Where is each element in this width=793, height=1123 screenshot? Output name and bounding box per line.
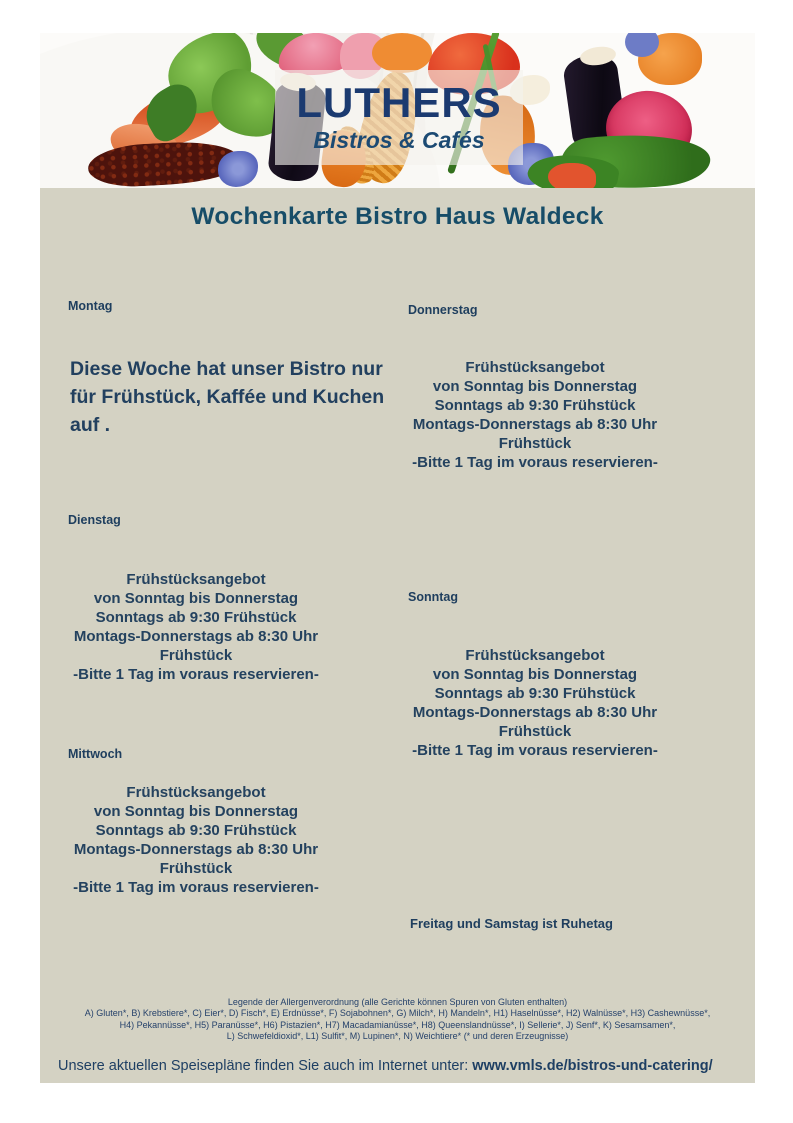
- text-line: Montags-Donnerstags ab 8:30 Uhr: [73, 628, 319, 645]
- text-line: Montags-Donnerstags ab 8:30 Uhr: [412, 416, 658, 433]
- text-line: Montags-Donnerstags ab 8:30 Uhr: [73, 841, 319, 858]
- text-line: Montags-Donnerstags ab 8:30 Uhr: [412, 704, 658, 721]
- text-line: A) Gluten*, B) Krebstiere*, C) Eier*, D) Fisch*, E) Erdnüsse*, F) Sojabohnen*, G) Milch*, H) Mandeln*, H1) Haselnüsse*, H2) Walnüsse*, H3) Cashewnüsse*,: [84, 1008, 711, 1019]
- day-label-donnerstag: Donnerstag: [408, 303, 478, 317]
- day-text-mittwoch: [56, 783, 336, 897]
- text-line: von Sonntag bis Donnerstag: [432, 378, 638, 395]
- day-label-sonntag: Sonntag: [408, 590, 458, 604]
- text-line: -Bitte 1 Tag im voraus reservieren-: [412, 454, 658, 471]
- text-line: von Sonntag bis Donnerstag: [93, 590, 299, 607]
- text-line: Sonntags ab 9:30 Frühstück: [95, 609, 297, 626]
- text-line: Frühstücksangebot: [126, 571, 266, 588]
- text-line: Frühstücksangebot: [465, 647, 605, 664]
- day-label-mittwoch: Mittwoch: [68, 747, 123, 761]
- text-line: von Sonntag bis Donnerstag: [93, 803, 299, 820]
- closed-days-note: Freitag und Samstag ist Ruhetag: [410, 916, 613, 931]
- day-label-montag: Montag: [68, 299, 113, 313]
- allergen-legend: [40, 997, 755, 1043]
- text-line: für Frühstück, Kaffée und Kuchen: [70, 386, 385, 408]
- text-line: von Sonntag bis Donnerstag: [432, 666, 638, 683]
- text-line: -Bitte 1 Tag im voraus reservieren-: [412, 742, 658, 759]
- footer-url-link[interactable]: www.vmls.de/bistros-und-catering/: [472, 1058, 713, 1074]
- text-line: Frühstück: [498, 435, 572, 452]
- footer-text: Unsere aktuellen Speisepläne finden Sie auch im Internet unter:: [58, 1058, 469, 1074]
- text-line: Frühstücksangebot: [126, 784, 266, 801]
- text-line: L) Schwefeldioxid*, L1) Sulfit*, M) Lupinen*, N) Weichtiere* (* und deren Erzeugnisse): [226, 1031, 569, 1042]
- text-line: Frühstück: [159, 860, 233, 877]
- day-text-montag: [70, 355, 410, 439]
- header-photo: [40, 33, 755, 188]
- brand-logo: [275, 70, 523, 165]
- text-line: Sonntags ab 9:30 Frühstück: [434, 397, 636, 414]
- page-title: Wochenkarte Bistro Haus Waldeck: [191, 203, 604, 230]
- day-text-sonntag: [395, 646, 675, 760]
- carrot-piece: [372, 33, 432, 73]
- text-line: auf .: [70, 414, 111, 436]
- text-line: Sonntags ab 9:30 Frühstück: [434, 685, 636, 702]
- text-line: Diese Woche hat unser Bistro nur: [70, 358, 383, 380]
- day-text-dienstag: [56, 570, 336, 684]
- footer-note: [58, 1058, 713, 1074]
- text-line: H4) Pekannüsse*, H5) Paranüsse*, H6) Pistazien*, H7) Macadamianüsse*, H8) Queenslandnüsse*, I) Sellerie*, J) Senf*, K) Sesamsamen*,: [119, 1019, 676, 1030]
- text-line: Frühstück: [159, 647, 233, 664]
- text-line: Frühstücksangebot: [465, 359, 605, 376]
- text-line: Frühstück: [498, 723, 572, 740]
- text-line: Legende der Allergenverordnung (alle Gerichte können Spuren von Gluten enthalten): [227, 997, 568, 1007]
- brand-name: LUTHERS: [296, 78, 502, 126]
- text-line: -Bitte 1 Tag im voraus reservieren-: [73, 879, 319, 896]
- day-label-dienstag: Dienstag: [68, 513, 121, 527]
- tomato-piece: [548, 163, 596, 188]
- brand-subtitle: Bistros & Cafés: [313, 126, 485, 153]
- text-line: -Bitte 1 Tag im voraus reservieren-: [73, 666, 319, 683]
- text-line: Sonntags ab 9:30 Frühstück: [95, 822, 297, 839]
- day-text-donnerstag: [395, 358, 675, 472]
- menu-body: [40, 188, 755, 1083]
